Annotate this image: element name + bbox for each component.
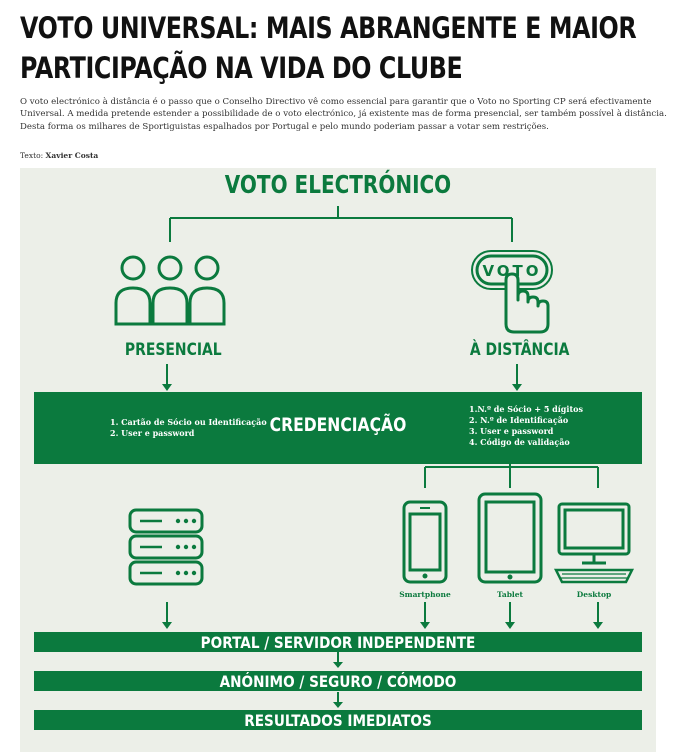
vote-button-text: VOTO [482, 262, 542, 280]
results-bar-text: RESULTADOS IMEDIATOS [244, 711, 432, 730]
article-headline [20, 8, 676, 88]
portal-bar [34, 632, 642, 652]
distancia-credential-item: 2. N.º de Identificação [469, 415, 569, 425]
infographic-title: VOTO ELECTRÓNICO [224, 170, 452, 199]
people-icon [116, 257, 224, 324]
server-details [140, 521, 162, 573]
credentialing-title: CREDENCIAÇÃO [269, 414, 407, 436]
results-bar [34, 710, 642, 730]
desktop-label: Desktop [576, 590, 612, 599]
tablet-label: Tablet [496, 590, 524, 599]
distancia-credential-item: 1.N.º de Sócio + 5 dígitos [469, 404, 583, 414]
portal-bar-text: PORTAL / SERVIDOR INDEPENDENTE [200, 633, 476, 652]
desktop-icon [556, 504, 632, 582]
vote-button [477, 256, 547, 284]
smartphone-label: Smartphone [399, 590, 451, 599]
presencial-label: PRESENCIAL [124, 340, 222, 360]
credentialing-band [34, 392, 642, 464]
smartphone-icon [404, 502, 446, 582]
credit-label: Texto: [20, 151, 44, 160]
distancia-credential-item: 3. User e password [469, 426, 554, 436]
headline-line-2: PARTICIPAÇÃO NA VIDA DO CLUBE [20, 51, 463, 85]
distancia-credential-item: 4. Código de validação [469, 437, 570, 447]
presencial-credential-item: 1. Cartão de Sócio ou Identificação [110, 417, 267, 427]
distancia-credentials-list [469, 404, 583, 448]
credit-author: Xavier Costa [45, 151, 99, 160]
tablet-icon [479, 494, 541, 582]
presencial-credential-item: 2. User e password [110, 428, 195, 438]
properties-bar-text: ANÓNIMO / SEGURO / CÓMODO [219, 672, 457, 691]
headline-line-1: VOTO UNIVERSAL: MAIS ABRANGENTE E MAIOR [20, 11, 637, 45]
article-lead: O voto electrónico à distância é o passo que o Conselho Directivo vê como essencial para garantir que o Voto no Sporting CP será efectivamente Universal. A medida pretende estender a possibilidade de o voto electrónico, já existente mas de forma presencial, ser também possível à distância. Desta forma os milhares de Sportiguistas espalhados por Portugal e pelo mundo poderiam passar a votar sem restrições. [20, 97, 667, 132]
article-credit [20, 151, 98, 160]
keyboard-keys [561, 574, 627, 578]
distancia-label: À DISTÂNCIA [469, 340, 570, 360]
voting-infographic [20, 168, 656, 752]
properties-bar [34, 671, 642, 691]
